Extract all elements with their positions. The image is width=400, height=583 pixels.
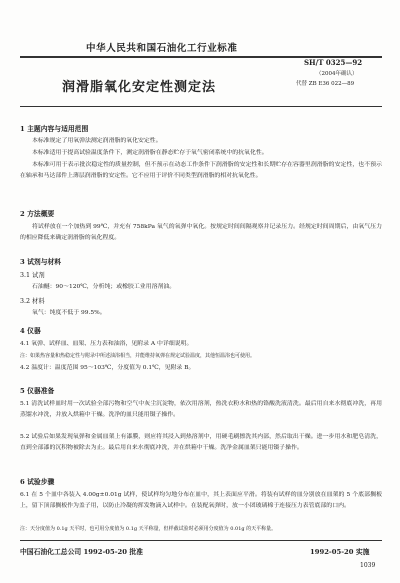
section-4-1-note: 注：如果热容量和热稳定性与附录中所述油浴相当，并能维持氧弹在规定试验温度，其他恒温浴也可使用。 xyxy=(20,353,256,359)
section-6-1-note: 注：天分度值为 0.1g 天平时，也可用分度值为 0.1g 天平称量，但样截试验时必须用分度值为 0.01g 的天平称量。 xyxy=(20,526,277,532)
issuing-organization: 中华人民共和国石油化工行业标准 xyxy=(86,43,238,54)
section-2-heading: 2 方法概要 xyxy=(20,210,55,218)
section-2-paragraph-1: 将试样放在一个加热到 99℃，并充有 758kPa 氧气的氧弹中氧化。按规定时间间隔观察并记录压力。经规定时间周期后，由氧气压力的相应降低来确定润滑脂的氧化程度。 xyxy=(20,224,382,241)
section-3-2-heading: 3.2 材料 xyxy=(20,298,45,305)
section-1-paragraph-2: 本标准适用于提高试验温度条件下，测定润滑脂在静态贮存于氧气密闭系统中的抗氧化性。 xyxy=(32,150,268,156)
approval-line: 中国石油化工总公司 1992-05-20 批准 xyxy=(20,548,143,556)
section-1-paragraph-3: 本标准可用于表示批次稳定性的质量控制，但不预示在动态工作条件下润滑脂的安定性和长期贮存在容器里润滑脂的安定性，也不预示在轴承和马达部件上薄层润滑脂的安定性。它不应用于评价不同类型润滑脂的相对抗氧化性。 xyxy=(20,162,382,179)
section-3-heading: 3 试剂与材料 xyxy=(20,258,62,266)
section-1-heading: 1 主题内容与适用范围 xyxy=(20,125,89,133)
section-6-1-text: 6.1 在 5 个皿中各装入 4.00g±0.01g 试样，使试样均匀地分布在皿中，其上表面应平滑。将装有试样的皿分别放在皿架的 5 个底部搁板上，留下顶部搁板作为盖子用，以防止冷凝的挥发物滴入试样中。在装配氧弹时，放一小团玻璃棉于连接压力表管底部的口内。 xyxy=(20,492,382,509)
header-bottom-rule xyxy=(20,106,382,107)
section-5-1-text: 5.1 清洗试样皿时用一次试验全部污物和空气中灰尘沉淀物，依次用溶剂，热洗衣粉水和热的铬酸洗液清洗。最后用自来水彻底冲洗，再用蒸馏水冲洗，并放入烘箱中干燥。洗净的皿只能用镊子操作。 xyxy=(20,401,382,418)
section-4-2-text: 4.2 温度计：温度范围 95～103℃，分度值为 0.1℃，见附录 B。 xyxy=(20,365,195,371)
document-title: 润滑脂氧化安定性测定法 xyxy=(62,80,217,95)
section-4-heading: 4 仪器 xyxy=(20,327,41,335)
section-1-paragraph-1: 本标准规定了用氧弹法测定润滑脂的氧化安定性。 xyxy=(32,138,162,144)
section-4-1-text: 4.1 氧弹、试样皿、皿架、压力表和油浴，见附录 A 中详细说明。 xyxy=(20,341,193,347)
replaces-standard: 代替 ZB E36 022—89 xyxy=(296,81,355,87)
section-3-1-heading: 3.1 试剂 xyxy=(20,272,45,279)
section-5-2-text: 5.2 试验后如果发现氧弹和金属皿架上有漆膜，则应将其浸入到热溶剂中，用硬毛刷擦洗其内部，然后取出干燥。进一步用水和肥皂清洗，直到全部漆的沉积物被除去为止。最后用自来水彻底冲洗，并在烘箱中干燥。洗净金属皿架只能用镊子操作。 xyxy=(20,434,382,451)
standard-code: SH/T 0325—92 xyxy=(304,58,363,67)
footer-rule xyxy=(20,540,382,541)
confirm-year: （2004年确认） xyxy=(316,71,358,77)
section-6-heading: 6 试验步骤 xyxy=(20,478,55,486)
section-3-2-text: 氧气：纯度不低于 99.5%。 xyxy=(32,310,106,316)
section-5-heading: 5 仪器准备 xyxy=(20,387,55,395)
implementation-date: 1992-05-20 实施 xyxy=(310,548,370,556)
page-number: 1039 xyxy=(360,562,376,569)
section-3-1-text: 石油醚：90～120℃，分析纯；或橡胶工业用溶剂油。 xyxy=(32,284,176,290)
